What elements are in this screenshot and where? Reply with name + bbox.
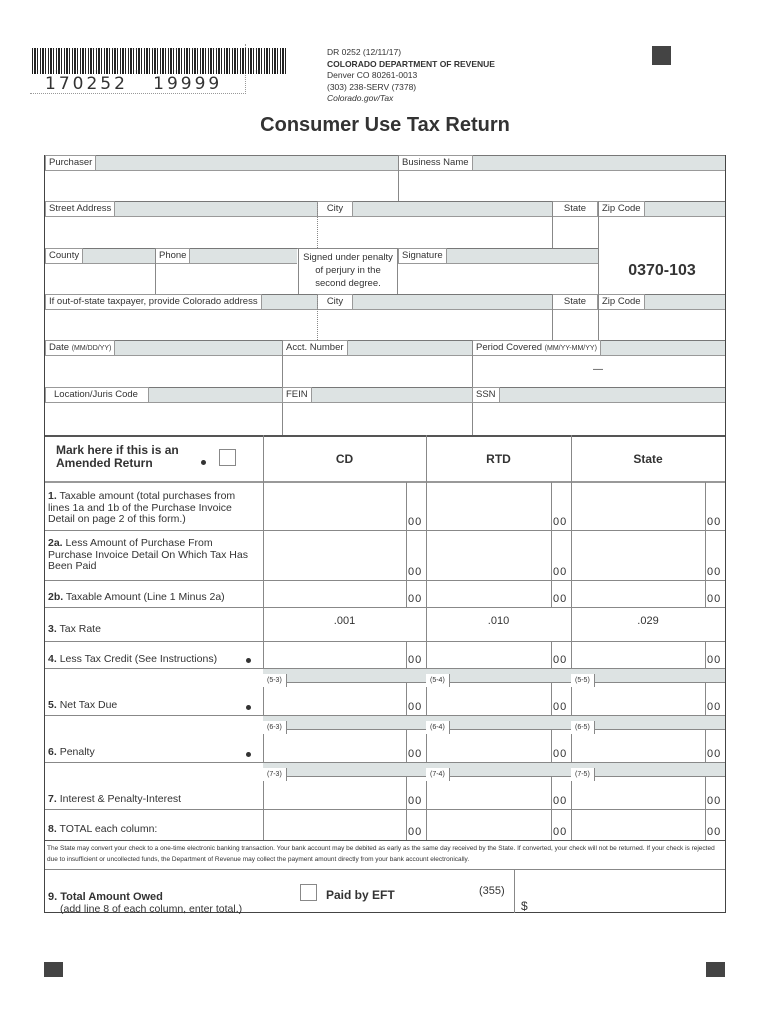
cents-divider [406,683,407,715]
row-number: 2a. [48,537,63,549]
street-address-input[interactable] [46,217,316,247]
cents-value: 00 [553,795,568,807]
cents-divider [406,482,407,530]
cents-value: 00 [707,826,722,838]
zip-code-label: Zip Code [598,201,645,217]
bullet-icon [201,460,206,465]
line-code [571,668,725,683]
amended-label: Mark here if this is an Amended Return [56,443,179,470]
line-code [263,668,426,683]
registration-mark [706,962,725,977]
row-text: Tax Rate [59,623,101,635]
row-number: 7. [48,793,57,805]
cents-divider [705,641,706,668]
location-input[interactable] [46,403,281,434]
department-website: Colorado.gov/Tax [327,93,394,103]
cents-value: 00 [553,826,568,838]
cents-divider [705,530,706,580]
label-band [45,340,725,356]
line-code [571,715,725,730]
registration-mark [652,46,671,65]
line-code [263,762,426,777]
row-number: 3. [48,623,57,635]
form-code: 0370-103 [628,262,696,279]
cents-divider [705,777,706,809]
amount-input-cd[interactable] [264,482,405,530]
line-code-label: (5-5) [571,674,595,687]
phone-label: Phone [155,248,190,264]
label-band [45,155,725,171]
cents-divider [705,809,706,840]
department-phone: (303) 238-SERV (7378) [327,81,417,92]
cents-divider [705,482,706,530]
row-text: Less Amount of Purchase From Purchase Invoice Detail On Which Tax Has Been Paid [48,537,248,572]
line-code-label: (5-4) [426,674,450,687]
amount-input-rtd[interactable] [427,683,550,715]
cents-value: 00 [408,826,423,838]
cents-value: 00 [707,566,722,578]
cents-divider [705,580,706,607]
row-label [48,592,253,604]
row-number: 2b. [48,591,64,603]
signature-input[interactable] [399,264,597,294]
cents-value: 00 [553,566,568,578]
city-label: City [317,201,353,217]
row-label [48,491,253,526]
cents-value: 00 [707,593,722,605]
row-text: Penalty [59,746,95,758]
amount-input-state[interactable] [572,580,704,607]
line-code-label: (6-3) [263,721,287,734]
line-code-label: (5-3) [263,674,287,687]
line-code-label: (7-3) [263,768,287,781]
cents-value: 00 [707,795,722,807]
purchaser-input[interactable] [46,171,397,201]
line-code-label: (6-4) [426,721,450,734]
bullet-icon [246,658,251,663]
cents-divider [406,809,407,840]
amount-input-state[interactable] [572,683,704,715]
county-label: County [45,248,83,264]
amount-input-rtd[interactable] [427,482,550,530]
bullet-icon [246,705,251,710]
barcode-right: 19999 [153,74,223,94]
perjury-statement: Signed under penalty of perjury in the second degree. [298,249,398,294]
cents-value: 00 [408,516,423,528]
state-input-2[interactable] [553,310,597,340]
department-header [327,47,495,105]
line-code [426,668,571,683]
state-label: State [552,201,598,217]
column-header-cd: CD [335,452,354,466]
date-format: (MM/DD/YY) [71,345,112,352]
amount-input-state[interactable] [572,641,704,668]
zip-code-input[interactable] [599,217,725,247]
county-input[interactable] [46,264,154,294]
row-divider [45,840,725,841]
row-text: Less Tax Credit (See Instructions) [59,653,218,665]
cents-value: 00 [408,795,423,807]
ssn-input[interactable] [473,403,725,434]
cents-value: 00 [707,654,722,666]
amount-input-rtd[interactable] [427,530,550,580]
colorado-address-label: If out-of-state taxpayer, provide Colorado address [45,294,262,310]
amount-input-cd[interactable] [264,530,405,580]
eft-label: Paid by EFT [326,888,395,902]
location-label: Location/Juris Code [45,387,149,403]
cents-divider [551,482,552,530]
row-number: 5. [48,699,57,711]
form-id: DR 0252 (12/11/17) [327,47,402,57]
eft-checkbox[interactable] [300,884,317,901]
row-number: 4. [48,653,57,665]
barcode [32,48,288,74]
total-code: (355) [479,885,505,897]
fein-label: FEIN [282,387,312,403]
period-input[interactable] [473,356,725,386]
line-code-label: (7-4) [426,768,450,781]
date-input[interactable] [46,356,281,386]
period-dash: — [593,364,603,375]
cents-divider [705,730,706,762]
city-label: City [317,294,353,310]
state-input[interactable] [553,217,597,247]
amount-input-rtd[interactable] [427,777,550,809]
amount-input-rtd[interactable] [427,641,550,668]
cents-divider [551,683,552,715]
page-title: Consumer Use Tax Return [260,114,510,136]
amount-input-cd[interactable] [264,683,405,715]
acct-number-label: Acct. Number [282,340,348,356]
acct-number-input[interactable] [283,356,471,386]
tax-rate-rtd: .010 [487,615,510,627]
cents-divider [406,530,407,580]
amount-input-cd[interactable] [264,730,405,762]
row-label [48,747,253,759]
colorado-address-input[interactable] [46,310,316,340]
amount-input-rtd[interactable] [427,580,550,607]
column-header-rtd: RTD [486,452,511,466]
tax-rate-cd: .001 [333,615,356,627]
amount-input-state[interactable] [572,730,704,762]
row-text: TOTAL each column: [59,823,158,835]
row-text: Net Tax Due [59,699,118,711]
date-label [45,340,115,356]
total-input[interactable] [530,870,725,912]
row-number: 8. [48,823,57,835]
zip-code-label: Zip Code [598,294,645,310]
divider [45,435,725,437]
total-label: 9. Total Amount Owed [48,891,163,903]
phone-input[interactable] [156,264,297,294]
amount-input-rtd[interactable] [427,809,550,840]
cents-divider [551,777,552,809]
street-address-label: Street Address [45,201,115,217]
business-name-input[interactable] [399,171,725,201]
barcode-left: 170252 [45,74,128,94]
row-label [48,794,253,806]
row-text: Interest & Penalty-Interest [59,793,182,805]
cents-value: 00 [553,516,568,528]
department-address: Denver CO 80261-0013 [327,70,418,80]
column-header-state: State [633,452,663,466]
cents-value: 00 [408,701,423,713]
department-name: COLORADO DEPARTMENT OF REVENUE [327,58,495,69]
line-code-label: (7-5) [571,768,595,781]
cents-divider [551,530,552,580]
purchaser-label: Purchaser [45,155,96,171]
line-code-label: (6-5) [571,721,595,734]
currency-sign: $ [521,899,528,913]
cents-divider [406,641,407,668]
cents-value: 00 [553,654,568,666]
cents-divider [406,730,407,762]
line-code [263,715,426,730]
amended-checkbox[interactable] [219,449,236,466]
amount-input-cd[interactable] [264,777,405,809]
amount-input-cd[interactable] [264,580,405,607]
date-text: Date [49,342,70,353]
row-number: 1. [48,490,57,502]
cents-divider [406,580,407,607]
line-code [426,715,571,730]
barcode-number [45,74,222,94]
row-text: Taxable amount (total purchases from lines 1a and 1b of the Purchase Invoice Detail on page 2 of this form.) [48,490,236,525]
cents-value: 00 [707,516,722,528]
amount-input-rtd[interactable] [427,730,550,762]
business-name-label: Business Name [398,155,473,171]
state-label: State [552,294,598,310]
row-label [48,624,253,636]
row-label [48,824,253,836]
zip-code-input-2[interactable] [599,310,725,340]
tax-rate-state: .029 [637,615,659,627]
cents-divider [551,641,552,668]
row-text: Taxable Amount (Line 1 Minus 2a) [65,591,225,603]
divider [514,869,515,913]
cents-divider [406,777,407,809]
cents-value: 00 [408,654,423,666]
cents-value: 00 [707,748,722,760]
cents-value: 00 [553,701,568,713]
period-text: Period Covered [476,342,543,353]
cents-value: 00 [553,748,568,760]
cents-value: 00 [408,748,423,760]
fein-input[interactable] [283,403,471,434]
line-code [571,762,725,777]
eft-notice: The State may convert your check to a one-time electronic banking transaction. Your bank account may be debited as early as the same day received by the State. If converted, your check will not be returned. If your check is rejected due to insufficient or uncollected funds, the Department of Revenue may collect the payment amount directly from your bank account electronically. [47,845,715,863]
amount-input-cd[interactable] [264,809,405,840]
row-number: 6. [48,746,57,758]
amount-input-state[interactable] [572,482,704,530]
cents-divider [705,683,706,715]
amount-input-cd[interactable] [264,641,405,668]
ssn-label: SSN [472,387,500,403]
registration-mark [44,962,63,977]
row-label [48,538,253,573]
cents-value: 00 [408,566,423,578]
cents-divider [551,730,552,762]
bullet-icon [246,752,251,757]
cents-divider [551,580,552,607]
divider [598,201,599,294]
row-divider [45,607,725,608]
period-format: (MM/YY-MM/YY) [544,345,597,352]
amount-input-state[interactable] [572,777,704,809]
line-code [426,762,571,777]
city-input[interactable] [318,217,551,247]
cents-value: 00 [408,593,423,605]
total-sublabel: (add line 8 of each column, enter total.) [60,903,243,915]
row-label [48,700,253,712]
city-input-2[interactable] [318,310,551,340]
cents-divider [551,809,552,840]
cents-value: 00 [553,593,568,605]
signature-label: Signature [398,248,447,264]
cents-value: 00 [707,701,722,713]
row-label [48,654,253,666]
amount-input-state[interactable] [572,809,704,840]
period-label [472,340,601,356]
amount-input-state[interactable] [572,530,704,580]
